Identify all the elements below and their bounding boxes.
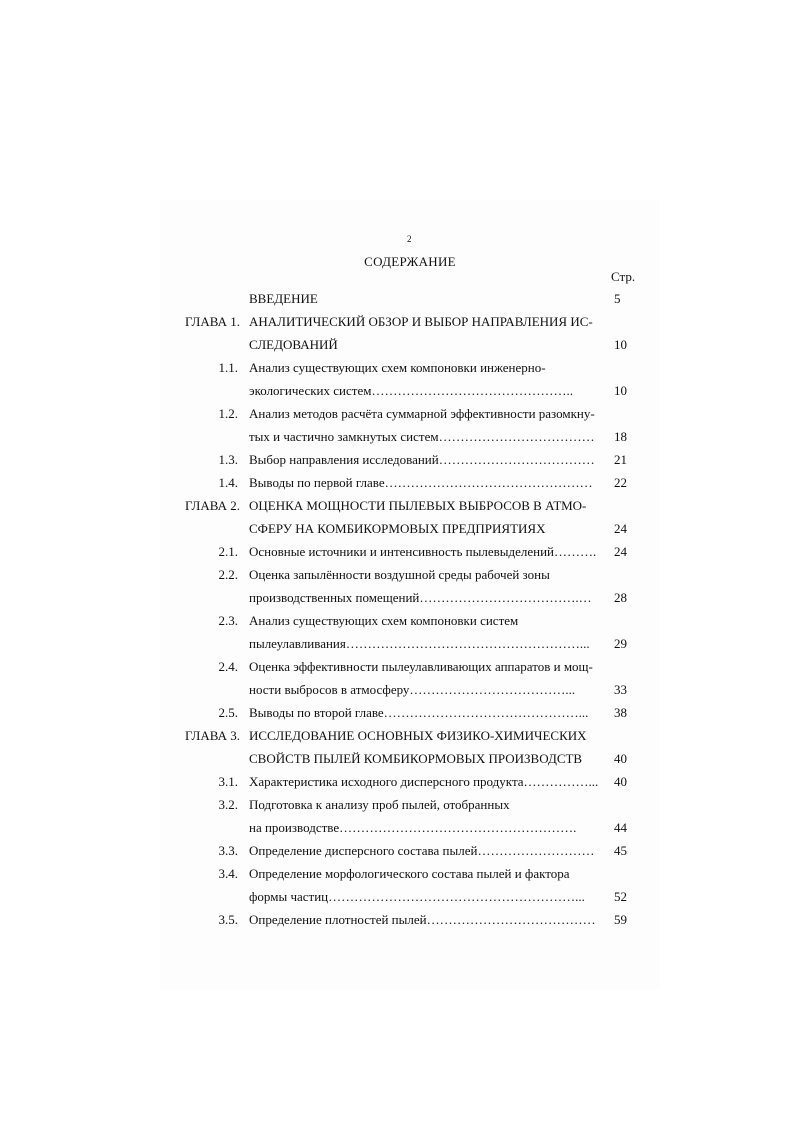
toc-line-number: 3.2. (218, 797, 238, 812)
toc-line-page: 10 (614, 337, 627, 352)
toc-line-text: ОЦЕНКА МОЩНОСТИ ПЫЛЕВЫХ ВЫБРОСОВ В АТМО- (249, 498, 587, 513)
toc-line-number: 2.2. (218, 567, 238, 582)
toc-line-text: Подготовка к анализу проб пылей, отобранных (249, 797, 510, 812)
toc-line-number: 2.1. (218, 544, 238, 559)
toc-line-page: 38 (614, 705, 627, 720)
page-title: СОДЕРЖАНИЕ (364, 254, 456, 269)
toc-line-number: 2.3. (218, 613, 238, 628)
toc-line-text: Оценка эффективности пылеулавливающих аппаратов и мощ- (249, 659, 593, 674)
toc-line-text: экологических систем……………………………………….. (249, 383, 573, 398)
toc-line-page: 24 (614, 544, 627, 559)
toc-line-number: ГЛАВА 3. (185, 728, 240, 743)
toc-line-number: 2.4. (218, 659, 238, 674)
toc-line-number: 1.2. (218, 406, 238, 421)
toc-line-text: Выводы по второй главе………………………………………... (249, 705, 589, 720)
toc-line-text: АНАЛИТИЧЕСКИЙ ОБЗОР И ВЫБОР НАПРАВЛЕНИЯ ИС- (249, 314, 593, 329)
toc-line-text: СЛЕДОВАНИЙ (249, 337, 338, 352)
toc-line-page: 21 (614, 452, 627, 467)
toc-line-number: ГЛАВА 2. (185, 498, 240, 513)
pages-column-header: Стр. (611, 269, 636, 284)
toc-line-text: Определение морфологического состава пылей и фактора (249, 866, 570, 881)
toc-line-text: Основные источники и интенсивность пылевыделений………. (249, 544, 597, 559)
toc-line-text: пылеулавливания………………………………………………... (249, 636, 590, 651)
toc-line-number: 3.1. (218, 774, 238, 789)
toc-line-page: 52 (614, 889, 627, 904)
toc-line-number: 3.3. (218, 843, 238, 858)
toc-line-page: 59 (614, 912, 627, 927)
toc-line-number: ГЛАВА 1. (185, 314, 240, 329)
toc-line-number: 2.5. (218, 705, 238, 720)
toc-line-text: Характеристика исходного дисперсного продукта……………... (249, 774, 599, 789)
toc-line-number: 3.4. (218, 866, 238, 881)
toc-line-number: 1.4. (218, 475, 238, 490)
toc-line-text: Оценка запылённости воздушной среды рабочей зоны (249, 567, 550, 582)
toc-line-number: 1.3. (218, 452, 238, 467)
toc-line-page: 29 (614, 636, 627, 651)
toc-line-text: ности выбросов в атмосферу………………………………... (249, 682, 576, 697)
toc-line-page: 24 (614, 521, 627, 536)
toc-line-text: Выводы по первой главе………………………………………… (249, 475, 593, 490)
toc-line-text: Выбор направления исследований……………………………… (249, 452, 595, 467)
toc-line-text: Анализ методов расчёта суммарной эффективности разомкну- (249, 406, 595, 421)
toc-line-page: 40 (614, 774, 627, 789)
toc-line-page: 33 (614, 682, 627, 697)
toc-line-text: СВОЙСТВ ПЫЛЕЙ КОМБИКОРМОВЫХ ПРОИЗВОДСТВ (249, 751, 583, 766)
toc-line-page: 5 (614, 291, 621, 306)
toc-line-text: формы частиц…………………………………………………... (249, 889, 585, 904)
toc-line-page: 44 (614, 820, 627, 835)
toc-line-text: Определение плотностей пылей………………………………… (249, 912, 596, 927)
toc-line-page: 45 (614, 843, 627, 858)
toc-line-text: Анализ существующих схем компоновки систем (249, 613, 519, 628)
toc-line-number: 3.5. (218, 912, 238, 927)
toc-line-page: 22 (614, 475, 627, 490)
toc-line-page: 40 (614, 751, 627, 766)
toc-line-text: ВВЕДЕНИЕ (249, 291, 318, 306)
toc-line-page: 10 (614, 383, 627, 398)
toc-line-text: производственных помещений……………………………….… (249, 590, 592, 605)
toc-line-text: СФЕРУ НА КОМБИКОРМОВЫХ ПРЕДПРИЯТИЯХ (249, 521, 546, 536)
toc-line-number: 1.1. (218, 360, 238, 375)
toc-line-page: 18 (614, 429, 627, 444)
toc-line-text: Анализ существующих схем компоновки инженерно- (249, 360, 546, 375)
toc-line-text: тых и частично замкнутых систем……………………………… (249, 429, 595, 444)
page-number: 2 (407, 234, 412, 244)
toc-line-text: Определение дисперсного состава пылей……………………… (249, 843, 595, 858)
toc-line-page: 28 (614, 590, 627, 605)
toc-line-text: на производстве………………………………………………. (249, 820, 577, 835)
toc-line-text: ИССЛЕДОВАНИЕ ОСНОВНЫХ ФИЗИКО-ХИМИЧЕСКИХ (249, 728, 587, 743)
